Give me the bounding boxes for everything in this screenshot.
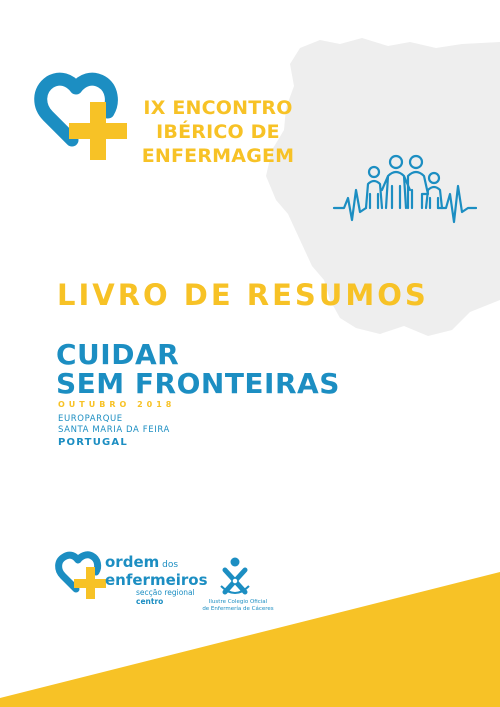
family-heartbeat-icon bbox=[332, 150, 477, 240]
event-title-line-3: ENFERMAGEM bbox=[141, 145, 295, 167]
ordem-enfermeiros-name bbox=[105, 555, 208, 588]
venue-line-1: EUROPARQUE bbox=[58, 414, 123, 424]
theme-line-1: CUIDAR bbox=[56, 338, 180, 371]
country: PORTUGAL bbox=[58, 437, 128, 448]
event-title-line-2: IBÉRICO DE bbox=[156, 121, 280, 143]
regional-section-label: secção regional bbox=[136, 588, 195, 597]
event-date: OUTUBRO 2018 bbox=[58, 400, 176, 409]
dos-word: dos bbox=[159, 560, 179, 570]
colegio-name-line-2: de Enfermería de Cáceres bbox=[202, 606, 274, 612]
book-title: LIVRO DE RESUMOS bbox=[57, 278, 429, 312]
theme-line-2: SEM FRONTEIRAS bbox=[56, 367, 340, 400]
region-name: centro bbox=[136, 597, 164, 606]
colegio-name-line-1: Ilustre Colegio Oficial bbox=[208, 599, 268, 605]
colegio-emblem-icon bbox=[217, 556, 253, 598]
venue-line-2: SANTA MARIA DA FEIRA bbox=[58, 425, 170, 435]
venue bbox=[58, 414, 170, 436]
event-title bbox=[133, 96, 303, 168]
colegio-name bbox=[195, 599, 281, 613]
ordem-regional-section bbox=[136, 588, 195, 606]
enfermeiros-word: enfermeiros bbox=[105, 571, 208, 589]
ordem-heart-plus-logo-icon bbox=[52, 545, 112, 605]
theme-title bbox=[56, 340, 340, 398]
event-title-line-1: IX ENCONTRO bbox=[143, 97, 293, 119]
ordem-word: ordem bbox=[105, 553, 160, 571]
heart-plus-logo-icon bbox=[28, 62, 138, 172]
